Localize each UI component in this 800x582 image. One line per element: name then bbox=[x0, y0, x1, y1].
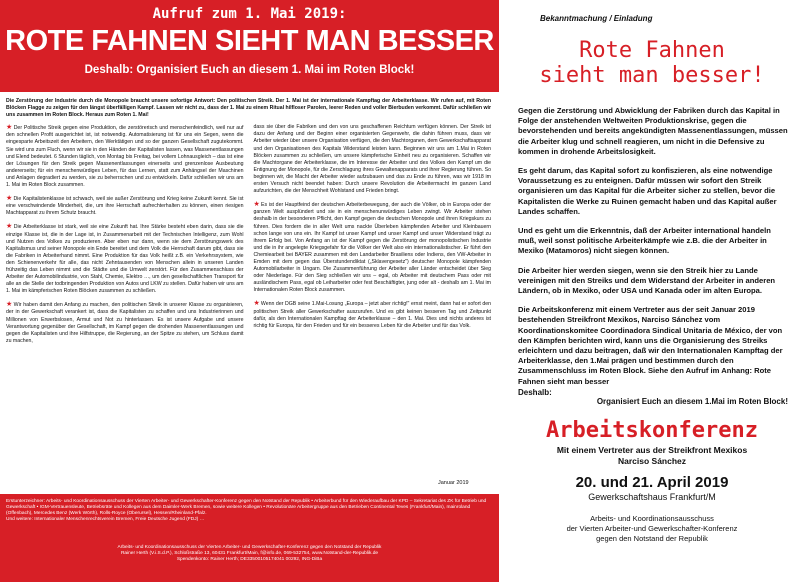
invitation-paragraph: Es geht darum, das Kapital sofort zu konfiszieren, als eine notwendige Voraussetzung es zu enteignen. Dafür müssen wir sofort den Streik organisieren um das Kapital für die Arbeiter sicher zu stellen, bevor die Kapitalisten die Werke zu Ruinen gemacht haben und das Kapital außer Landes schaffen. bbox=[518, 166, 777, 216]
banner-deck: Deshalb: Organisiert Euch an diesem 1. Mai im Roten Block! bbox=[84, 64, 415, 76]
paragraph-text: Der Politische Streik gegen eine Produktion, die zerstörerisch und menschenfeindlich, weil nur auf den schnellen Profit ausgerichtet ist, ist notwendig. Automatisierung ist für uns ein Segen, wenn die eingesparte Arbeitszeit den Arbeitern, den Werktätigen und so der ganzen Gesellschaft zugutekommt. Sie wird uns zum Fluch, wenn wir sie in den Händen der Kapitalisten lassen, was Massenentlassungen und Elend bedeutet. 6 Stunden täglich, von Montag bis Freitag, bei vollem Lohnausgleich – das ist eine der Lösungen für den Streik gegen Massenentlassungen einerseits und grenzenlose Ausbeutung andererseits; für ein menschenwürdiges Leben, für das Lernen, statt zum Anhängsel der Maschinen und Anlagen degradiert zu werden, sie zu beherrschen und zu entwickeln. Dafür schließen wir uns am 1. Mai im Roten Block zusammen. bbox=[6, 125, 244, 189]
paragraph-text: Wir haben damit den Anfang zu machen, den politischen Streik in unserer Klasse zu organisieren, der in der Gewerkschaft verankert ist, dass die Kapitalisten zu schaffen und uns Industrierinnen und Millionen von Erwerbslosen, Armut und Not zu hinterlassen. Es ist unsere Aufgabe und unsere Verantwortung gegenüber der Gesellschaft, im Kampf gegen die drohenden Massenentlassungen und gegen die Kapitalisten und ihre Hilfstruppe, die Regierung, an der Spitze zu stehen, um Schluss damit zu machen, bbox=[6, 302, 244, 344]
organizer-line: gegen den Notstand der Republik bbox=[596, 534, 708, 543]
paragraph bbox=[254, 201, 492, 294]
notice-label: Bekanntmachung / Einladung bbox=[540, 14, 653, 23]
invitation-paragraph: Die Arbeitskonferenz mit einem Vertreter aus der seit Januar 2019 bestehenden Streikfront Mexikos, Narciso Sánchez vom Koordinationskomitee Coordinadora Sindical Unitaria de México, der von den Kämpfen berichten wird, kann uns die Organisierung des Streiks erleichtern und dazu beitragen, daß wir den Internationalen Kampftag der Arbeiterklasse, den 1.Mai prägen und bestimmen durch den Zusammenschluss im Roten Block. Siehe den Aufruf im Anhang: Rote Fahnen sieht man besser bbox=[518, 305, 783, 386]
call-to-action bbox=[518, 388, 788, 406]
invitation-paragraph: Die Arbeiter hier werden siegen, wenn sie den Streik hier zu Lande vereinigen mit den Streiks und dem Widerstand der Arbeiter in anderen Ländern, ob in Mexiko, oder USA und Kanada oder im alten Europa. bbox=[518, 265, 776, 296]
organizer bbox=[504, 514, 800, 544]
conference-date: 20. und 21. April 2019 bbox=[575, 474, 729, 491]
imprint bbox=[0, 545, 499, 563]
invitation-title-line: Rote Fahnen bbox=[579, 38, 725, 63]
red-star-icon: ★ bbox=[6, 301, 13, 309]
invitation-title-line: sieht man besser! bbox=[539, 63, 765, 88]
conference-subtitle bbox=[504, 445, 800, 467]
invitation-panel bbox=[504, 0, 800, 582]
red-star-icon: ★ bbox=[6, 195, 13, 203]
signatories-footer bbox=[0, 494, 499, 582]
paragraph bbox=[254, 124, 492, 195]
invitation-text bbox=[518, 106, 788, 396]
paragraph-text: Wenn der DGB seine 1.Mai-Losung „Europa – jetzt aber richtig!" ernst meint, dann hat er sofort den politischen Streik aller Gewerkschafter auszurufen. Und es gibt keinen besseren Tag und Zeitpunkt dafür, als den Internationalen Kampftag der Arbeiterklasse – den 1. Mai. Dies und nichts anderes ist richtig für Europa, für den Frieden und für ein besseres Leben für die Arbeiter und für das Volk. bbox=[253, 301, 491, 329]
imprint-line: Arbeits- und Koordinationsausschuss der Vierten Arbeiter- und Gewerkschafter-Konferenz gegen den Notstand der Republik bbox=[117, 545, 382, 550]
call-to-action-text: Organisiert Euch an diesem 1.Mai im Roten Block! bbox=[596, 397, 788, 406]
article-columns bbox=[6, 124, 491, 351]
red-star-icon: ★ bbox=[253, 201, 261, 209]
conference-guest: Narciso Sánchez bbox=[617, 456, 687, 466]
article-date: Januar 2019 bbox=[438, 480, 469, 486]
conference-place: Gewerkschaftshaus Frankfurt/M bbox=[588, 492, 716, 502]
conference-title: Arbeitskonferenz bbox=[546, 418, 758, 443]
paragraph bbox=[6, 301, 244, 345]
invitation-paragraph: Und es geht um die Erkenntnis, daß der Arbeiter international handeln muß, weil sonst politische Arbeiterkämpfe wie z.B. die der Arbeiter in Mexiko (Matamoros) nicht siegen können. bbox=[518, 226, 771, 256]
paragraph-text: Die Arbeiterklasse ist stark, weil sie eine Zukunft hat. Ihre Stärke besteht eben darin, dass sie die einzige Klasse ist, die in der Lage ist, in Zusammenarbeit mit der Technischen Intelligenz, zum Wohl und Nutzen des Volkes zu produzieren. Aber eben nur dann, wenn sie dem Zerstörungswerk des Kapitalismus und seiner Monopole ein Ende bereitet und dem Volk die Herrschaft darum gibt, dass sie die Fabriken in Arbeiterhand nimmt. Eine Produktion für das Volk heißt z.B. ein Verkehrssystem, wie den Schienenverkehr für alle, das nicht Zehntausenden von Menschen allein in unseren Landen frühzeitig das Leben nimmt und die Städte und die Umwelt zerstört. Für den Zusammenschluss der Arbeiter der Automobilindustrie, von Stahl, Chemie, Elektro …, um den gesellschaftlichen Transport für alle an die Stelle der todbringenden Produktion von Autos und LKW zu stellen. Dafür haben wir uns am 1. Mai im kämpferischen Roten Blöcken zusammen zu schließen. bbox=[6, 224, 244, 295]
banner-headline: ROTE FAHNEN SIEHT MAN BESSER bbox=[5, 25, 494, 57]
paragraph bbox=[6, 223, 244, 295]
paragraph-text: dass sie über die Fabriken und den von uns geschaffenen Reichtum verfügen können. Der Streik ist dazu der Anfang und der Beginn einer organisierten Gegenwehr, die dahin führen muss, dass wir Arbeiter wieder über unsere Organisation verfügen, die den Machtorganen, dem Gewerkschaftsapparat und den Organisationen des Kapitals Widerstand leisten kann. Beginnen wir uns am 1.Mai in Roten Blöcken zusammen zu schließen, um unsere kämpferische Einheit neu zu organisieren. Schaffen wir die Machtorgane der Arbeiterklasse, die im Interesse der Arbeiter und des Volkes den Kampf um die Entignung der Monopole, für die Zerschlagung ihres Gewaltenapparats und ihrer Regierung führen. So beginnen wir, die Macht der Arbeiter wieder aufzubauen und das zu Ende zu führen, was wir 1918 im ersten Versuch nicht beendet haben: Durch unsere Revolution die Arbeitermacht im ganzen Land aufzurichten, die der Menschheit Wohlstand und Frieden bringt. bbox=[253, 124, 491, 195]
paragraph-text: Es ist der Hauptfeind der deutschen Arbeiterbewegung, der auch die Völker, ob in Europa oder der ganzen Welt ausplündert und sie in ein menschenunwürdiges Leben zwingt. Wir Arbeiter stehen deshalb in der besonderen Pflicht, den Kampf gegen die deutschen Monopole und ihren Kriegskurs zu führen. Dies fordern die in aller Welt ums nackte Überleben kämpfenden Arbeiter und Kleinbauern schon lange von uns ein. Ihr Kampf ist unser Kampf und unser Kampf und unser Widerstand trägt zu ihrem Erfolg bei. Von Anfang an ist der Kampf gegen die Zerstörung der monopolistischen Industrie und die in ihr angelegte Kriegsgefahr für die Völker der Welt also ein internationalistischer. Er führt den Chemiearbeit bei BAYER zusammen mit den Landarbeiter Brasiliens oder Indiens, den VW-Arbeiter in Emden mit dem gegen das Überstundendiktat („Sklavengesetz") deutscher Monopole kämpfenden Automobilarbeiter in Ungarn. Die Zusammenführung der Arbeiter aller Länder entscheidet über Sieg oder Niederlage. Für den Sieg schließen wir uns – egal, ob Arbeiter mit deutschem Pass oder mit ausländischem Pass, egal ob Leiharbeiter oder fest Beschäftigter, jung oder alt - deshalb am 1. Mai im Internationalen Roten Block zusammen. bbox=[253, 202, 492, 294]
imprint-line: Spendenkonto: Rainer Herth; DE33500105174041 00292, ING-DiBa bbox=[176, 557, 323, 563]
paragraph bbox=[6, 195, 244, 217]
signatories-line: Erstunterzeichner: Arbeits- und Koordinationsausschuss der Vierten Arbeiter- und Gewerkschafter-Konferenz gegen den Notstand der Republik • Arbeiterbund für den Wiederaufbau der KPD – Sekretariat des ZK für Betrieb und Gewerkschaft • IGM-Vertrauensleute, Betriebsräte und Kollegen aus dem Daimler-Werk Bremen, sowie weitere Kollegen • Revolutionäre Arbeitergruppe aus den Betrieben Continental Teves (Frankfurt/Main), mainroland (Offenbach), Mercedes Benz (Werk Wörth), Rolls-Royce (Oberursel), Hessen/Rheinland-Pfalz. bbox=[6, 499, 487, 517]
article-column-left bbox=[6, 124, 244, 351]
article-column-right bbox=[254, 124, 492, 351]
organizer-line: der Vierten Arbeiter-und Gewerkschafter-Konferenz bbox=[566, 524, 738, 533]
call-to-action-label: Deshalb: bbox=[518, 388, 552, 397]
red-star-icon: ★ bbox=[6, 124, 13, 132]
organizer-line: Arbeits- und Koordinationsausschuss bbox=[590, 514, 714, 523]
paragraph bbox=[254, 300, 492, 329]
invitation-paragraph: Gegen die Zerstörung und Abwicklung der Fabriken durch das Kapital in Folge der anstehenden Weltweiten Produktionskrise, gegen die bevorstehenden und bereits angekündigten Massenentlassungen, müssen die Arbeiter klug und schnell reagieren, um nicht in die Defensive zu kommen in drohende Arbeitslosigkeit. bbox=[518, 106, 788, 156]
red-star-icon: ★ bbox=[6, 223, 13, 231]
paragraph-text: Die Kapitalistenklasse ist schwach, weil sie außer Zerstörung und Krieg keine Zukunft kennt. Sie ist eine verschwindende Minderheit, die, um ihre Herrschaft aufrechterhalten zu können, einen riesigen Machtapparat zu ihrem Schutz braucht. bbox=[6, 196, 244, 217]
article-intro: Die Zerstörung der Industrie durch die Monopole braucht unsere sofortige Antwort: Den politischen Streik. Der 1. Mai ist der internationale Kampftag der Arbeiterklasse. Wir rufen auf, mit Roten Blöcken Flagge zu zeigen für den längst überfälligen Kampf. Lassen wir nicht zu, dass der 1. Mai zu einem Ritual hilfloser Parolen, leerer Reden und voller Bierbuden verkommt. Dafür schließen wir uns zusammen im Roten Block. Heraus zum Roten 1. Mai! bbox=[6, 98, 491, 119]
imprint-line: Rainer Herth (V.i.S.d.P.), Schloßstraße 13, 60431 Frankfurt/Main, f@info.de, 069-532754, www.Notstand-der-Republik.de bbox=[120, 551, 379, 557]
signatories-text bbox=[6, 499, 493, 523]
invitation-title bbox=[504, 38, 800, 88]
article-body bbox=[6, 98, 491, 493]
red-star-icon: ★ bbox=[253, 300, 260, 308]
banner-kicker: Aufruf zum 1. Mai 2019: bbox=[152, 6, 347, 22]
conference-sub-line: Mit einem Vertreter aus der Streikfront Mexikos bbox=[556, 445, 748, 455]
paragraph bbox=[6, 124, 244, 189]
signatories-line: Und weitere: Internationaler Menschenrechtsverein Bremen, Freie Deutsche Jugend (FDJ) … bbox=[6, 517, 205, 523]
header-banner bbox=[0, 0, 499, 92]
